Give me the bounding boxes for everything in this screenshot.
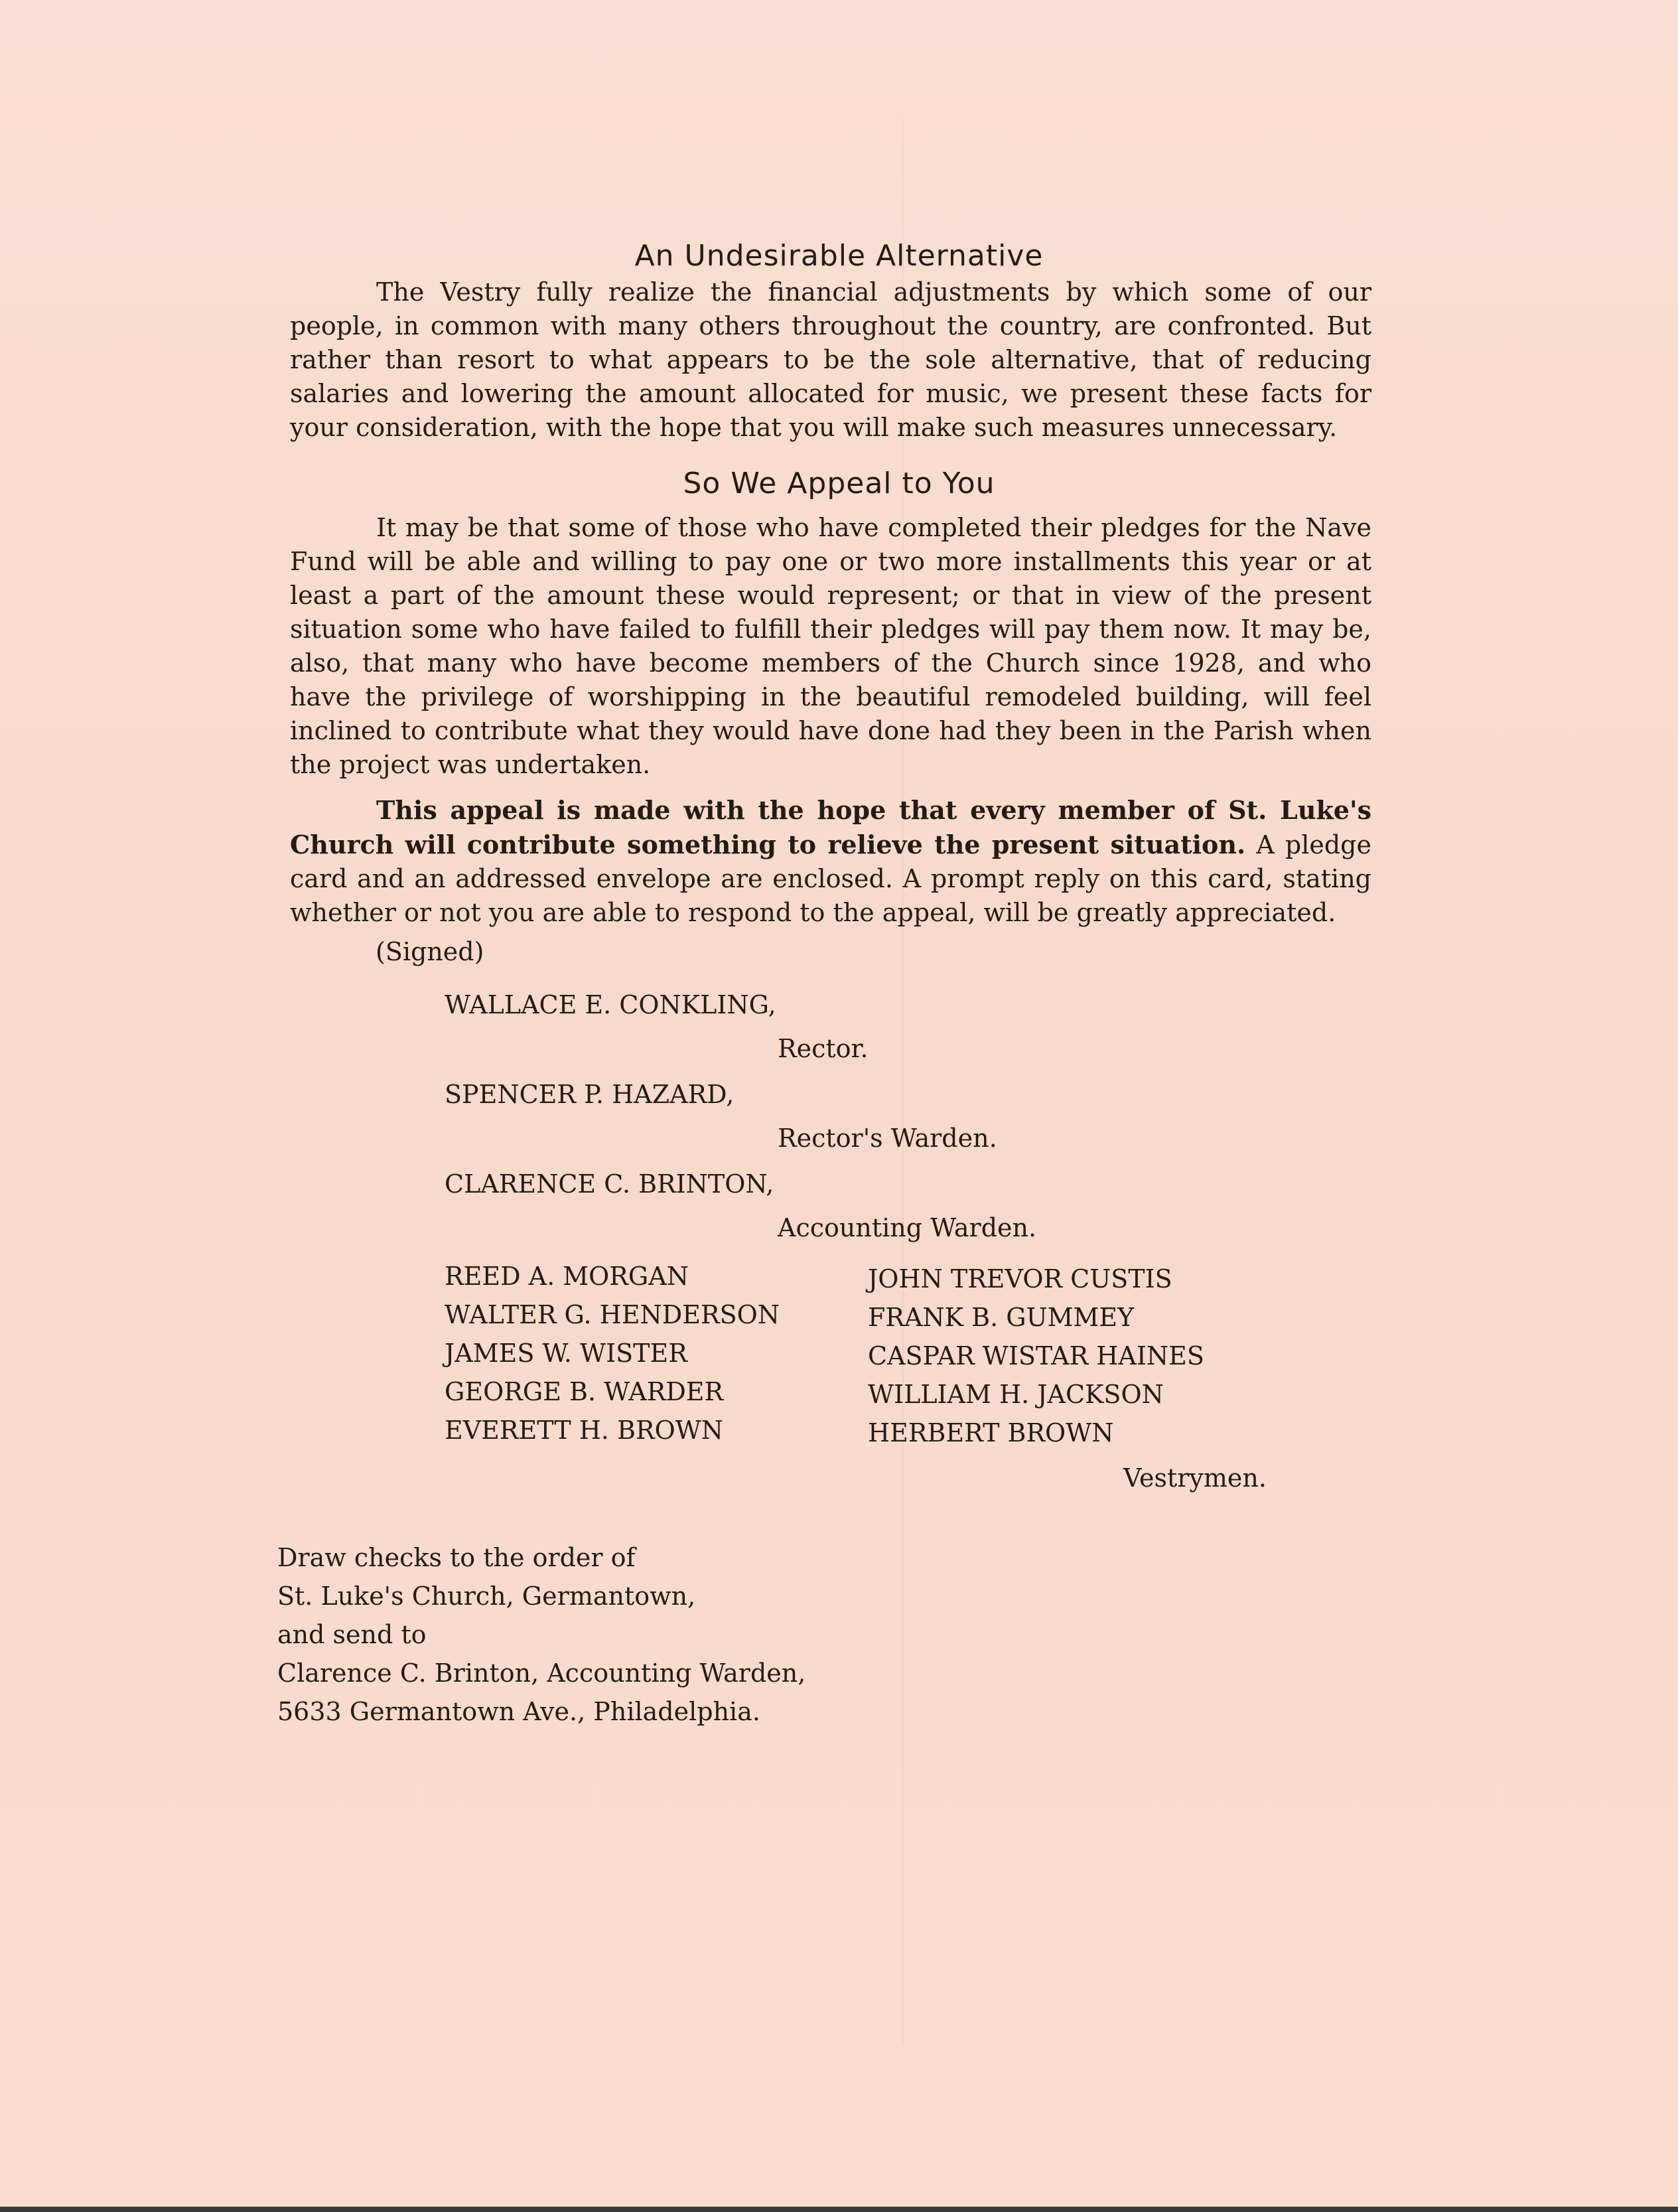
signed-label: (Signed) xyxy=(376,937,484,966)
heading-undesirable-alternative: An Undesirable Alternative xyxy=(634,239,1044,273)
appeal-instructions: A pledge card and an addressed envelope are enclosed. A prompt reply on this card, stating whether or not you are able to respond to the appeal, will be greatly appreciated. xyxy=(290,830,1371,927)
paragraph-appeal-to-you: It may be that some of those who have completed their pledges for the Nave Fund will be able and willing to pay one or two more installments this year or at least a part of the amount these would represent; or that in view of the present situation some who have failed to fulfill their pledges will pay them now. It may be, also, that many who have become members of the Church since 1928, and who have the privilege of worshipping in the beautiful remodeled building, will feel inclined to contribute what they would have done had they been in the Parish when the project was undertaken. xyxy=(290,513,1371,779)
vestrymen-right-column xyxy=(868,1260,1204,1452)
paragraph-undesirable-alternative: The Vestry fully realize the financial adjustments by which some of our people, in common with many others throughout the country, are confronted. But rather than resort to what appears to be the sole alternative, that of reducing salaries and lowering the amount allocated for music, we present these facts for your consideration, with the hope that you will make such measures unnecessary. xyxy=(290,277,1371,442)
signer-name-accounting-warden: CLARENCE C. BRINTON, xyxy=(445,1169,774,1199)
vestryman-name: WILLIAM H. JACKSON xyxy=(868,1380,1164,1409)
vestryman-name: REED A. MORGAN xyxy=(445,1262,689,1291)
vestryman-name: FRANK B. GUMMEY xyxy=(868,1303,1135,1332)
appeal-bold-statement: This appeal is made with the hope that every member of St. Luke's Church will contribute something to relieve the present situation. xyxy=(290,795,1371,859)
vestryman-name: GEORGE B. WARDER xyxy=(445,1377,724,1406)
signer-title-accounting-warden: Accounting Warden. xyxy=(778,1213,1037,1242)
vestryman-name: EVERETT H. BROWN xyxy=(445,1416,724,1445)
payment-line: Draw checks to the order of xyxy=(277,1543,636,1572)
payment-line: and send to xyxy=(277,1620,427,1649)
paragraph-appeal-request xyxy=(290,793,1371,930)
vestryman-name: WALTER G. HENDERSON xyxy=(445,1300,780,1329)
vestryman-name: HERBERT BROWN xyxy=(868,1418,1114,1447)
signer-name-rectors-warden: SPENCER P. HAZARD, xyxy=(445,1080,734,1109)
heading-appeal-to-you: So We Appeal to You xyxy=(683,467,995,500)
signer-name-rector: WALLACE E. CONKLING, xyxy=(445,990,776,1019)
vestryman-name: JAMES W. WISTER xyxy=(445,1339,687,1368)
vestryman-name: JOHN TREVOR CUSTIS xyxy=(868,1264,1172,1293)
page-bottom-edge xyxy=(0,2207,1678,2212)
signer-title-rector: Rector. xyxy=(778,1034,869,1063)
vestrymen-label: Vestrymen. xyxy=(1123,1463,1267,1493)
payment-line: 5633 Germantown Ave., Philadelphia. xyxy=(277,1697,760,1726)
payment-line: Clarence C. Brinton, Accounting Warden, xyxy=(277,1659,806,1688)
vestryman-name: CASPAR WISTAR HAINES xyxy=(868,1341,1204,1370)
signer-title-rectors-warden: Rector's Warden. xyxy=(778,1124,997,1153)
vestrymen-left-column xyxy=(445,1257,780,1449)
payment-line: St. Luke's Church, Germantown, xyxy=(277,1582,696,1611)
payment-instructions xyxy=(277,1538,805,1731)
